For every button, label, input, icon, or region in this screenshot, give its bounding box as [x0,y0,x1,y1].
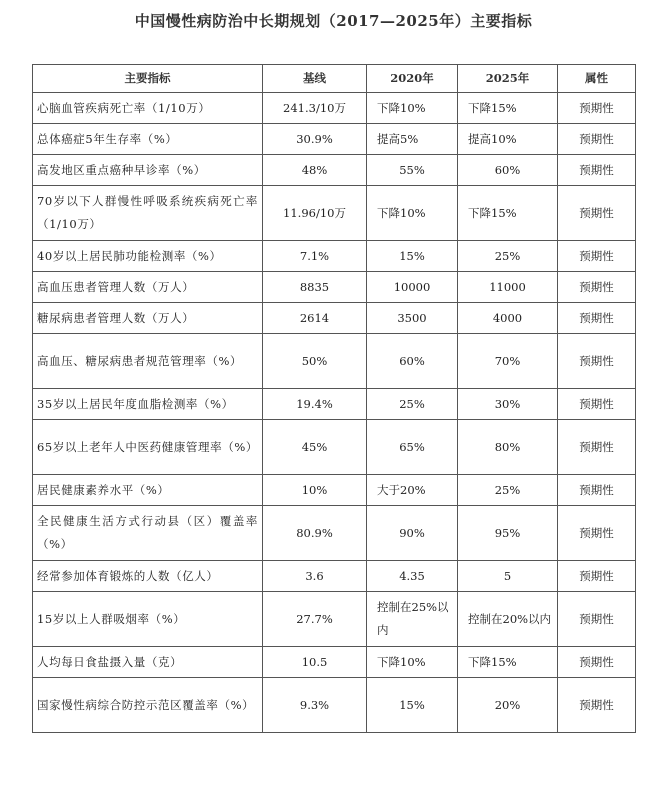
attribute-value: 预期性 [558,93,636,124]
baseline-value: 30.9% [263,124,367,155]
baseline-value: 9.3% [263,678,367,733]
baseline-value: 10.5 [263,647,367,678]
attribute-value: 预期性 [558,561,636,592]
target-2020: 大于20% [367,475,458,506]
indicator-name: 心脑血管疾病死亡率（1/10万） [33,93,263,124]
target-2020: 15% [367,678,458,733]
table-row [33,303,636,334]
baseline-value: 50% [263,334,367,389]
target-2020: 下降10% [367,186,458,241]
baseline-value: 80.9% [263,506,367,561]
target-2025: 4000 [458,303,558,334]
target-2020: 65% [367,420,458,475]
table-row [33,155,636,186]
table-row [33,561,636,592]
baseline-value: 19.4% [263,389,367,420]
target-2020: 25% [367,389,458,420]
target-2025: 11000 [458,272,558,303]
indicator-name: 35岁以上居民年度血脂检测率（%） [33,389,263,420]
target-2025: 提高10% [458,124,558,155]
target-2020: 15% [367,241,458,272]
attribute-value: 预期性 [558,272,636,303]
table-row [33,420,636,475]
target-2025: 95% [458,506,558,561]
indicator-name: 高血压、糖尿病患者规范管理率（%） [33,334,263,389]
baseline-value: 7.1% [263,241,367,272]
attribute-value: 预期性 [558,124,636,155]
target-2025: 80% [458,420,558,475]
target-2020: 10000 [367,272,458,303]
indicator-name: 全民健康生活方式行动县（区）覆盖率（%） [33,506,263,561]
attribute-value: 预期性 [558,155,636,186]
baseline-value: 8835 [263,272,367,303]
target-2020: 90% [367,506,458,561]
table-row [33,186,636,241]
indicator-name: 人均每日食盐摄入量（克） [33,647,263,678]
baseline-value: 11.96/10万 [263,186,367,241]
baseline-value: 45% [263,420,367,475]
attribute-value: 预期性 [558,420,636,475]
baseline-value: 3.6 [263,561,367,592]
header-baseline: 基线 [263,65,367,93]
table-row [33,93,636,124]
target-2025: 25% [458,475,558,506]
baseline-value: 10% [263,475,367,506]
indicator-name: 居民健康素养水平（%） [33,475,263,506]
indicator-name: 经常参加体育锻炼的人数（亿人） [33,561,263,592]
indicator-name: 国家慢性病综合防控示范区覆盖率（%） [33,678,263,733]
target-2025: 下降15% [458,186,558,241]
target-2020: 4.35 [367,561,458,592]
target-2025: 下降15% [458,647,558,678]
page-title: 中国慢性病防治中长期规划（2017—2025年）主要指标 [134,12,533,30]
target-2020: 下降10% [367,647,458,678]
attribute-value: 预期性 [558,506,636,561]
target-2025: 控制在20%以内 [458,592,558,647]
target-2020: 3500 [367,303,458,334]
indicator-name: 高发地区重点癌种早诊率（%） [33,155,263,186]
target-2025: 60% [458,155,558,186]
target-2025: 20% [458,678,558,733]
baseline-value: 48% [263,155,367,186]
target-2020: 60% [367,334,458,389]
table-row [33,475,636,506]
header-row [33,65,636,93]
target-2025: 下降15% [458,93,558,124]
attribute-value: 预期性 [558,592,636,647]
attribute-value: 预期性 [558,186,636,241]
attribute-value: 预期性 [558,334,636,389]
header-2025: 2025年 [458,65,558,93]
target-2025: 70% [458,334,558,389]
target-2020: 控制在25%以内 [367,592,458,647]
header-indicator: 主要指标 [33,65,263,93]
table-row [33,389,636,420]
indicator-name: 高血压患者管理人数（万人） [33,272,263,303]
table-row [33,592,636,647]
table-row [33,334,636,389]
indicator-name: 70岁以下人群慢性呼吸系统疾病死亡率（1/10万） [33,186,263,241]
indicator-name: 总体癌症5年生存率（%） [33,124,263,155]
attribute-value: 预期性 [558,475,636,506]
target-2020: 提高5% [367,124,458,155]
table-row [33,272,636,303]
target-2020: 下降10% [367,93,458,124]
table-row [33,647,636,678]
target-2025: 30% [458,389,558,420]
table-row [33,506,636,561]
header-2020: 2020年 [367,65,458,93]
attribute-value: 预期性 [558,647,636,678]
baseline-value: 2614 [263,303,367,334]
indicator-name: 糖尿病患者管理人数（万人） [33,303,263,334]
attribute-value: 预期性 [558,241,636,272]
target-2020: 55% [367,155,458,186]
attribute-value: 预期性 [558,303,636,334]
target-2025: 25% [458,241,558,272]
header-attribute: 属性 [558,65,636,93]
indicator-table [32,64,636,733]
table-row [33,124,636,155]
attribute-value: 预期性 [558,389,636,420]
indicator-name: 65岁以上老年人中医药健康管理率（%） [33,420,263,475]
baseline-value: 241.3/10万 [263,93,367,124]
table-row [33,241,636,272]
attribute-value: 预期性 [558,678,636,733]
target-2025: 5 [458,561,558,592]
indicator-name: 15岁以上人群吸烟率（%） [33,592,263,647]
indicator-name: 40岁以上居民肺功能检测率（%） [33,241,263,272]
table-row [33,678,636,733]
baseline-value: 27.7% [263,592,367,647]
